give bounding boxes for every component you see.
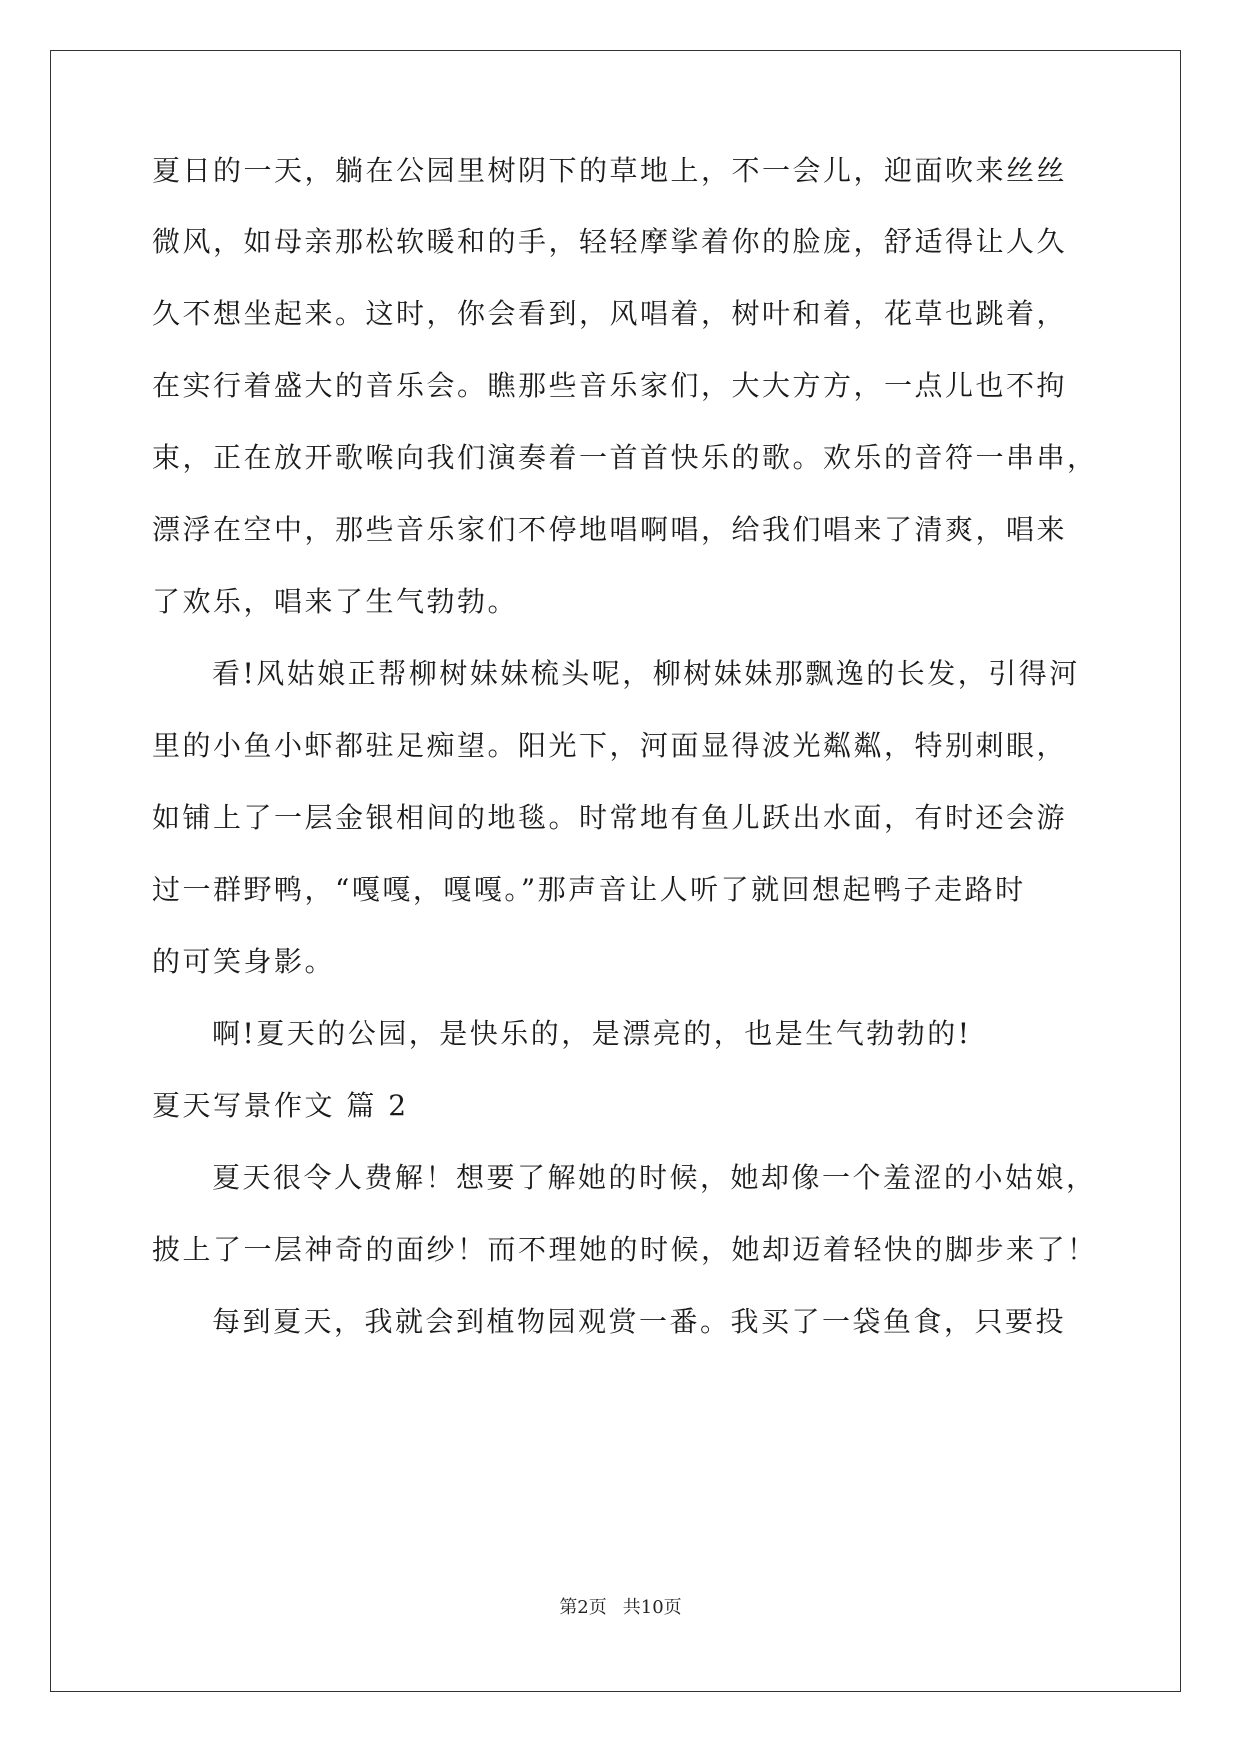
- text-line: 如铺上了一层金银相间的地毯。时常地有鱼儿跃出水面，有时还会游: [152, 801, 1068, 834]
- text-line: 啊!夏天的公园，是快乐的，是漂亮的，也是生气勃勃的!: [212, 1017, 972, 1050]
- text-line: 束，正在放开歌喉向我们演奏着一首首快乐的歌。欢乐的音符一串串，: [152, 441, 1098, 474]
- text-line: 里的小鱼小虾都驻足痴望。阳光下，河面显得波光粼粼，特别刺眼，: [152, 729, 1068, 762]
- text-line: 了欢乐，唱来了生气勃勃。: [152, 585, 519, 618]
- text-line: 披上了一层神奇的面纱！而不理她的时候，她却迈着轻快的脚步来了！: [152, 1233, 1098, 1266]
- text-line: 的可笑身影。: [152, 945, 336, 978]
- text-line: 在实行着盛大的音乐会。瞧那些音乐家们，大大方方，一点儿也不拘: [152, 369, 1068, 402]
- text-line: 漂浮在空中，那些音乐家们不停地唱啊唱，给我们唱来了清爽，唱来: [152, 513, 1068, 546]
- text-line: 夏天很令人费解！想要了解她的时候，她却像一个羞涩的小姑娘，: [212, 1161, 1097, 1194]
- text-line: 夏日的一天，躺在公园里树阴下的草地上，不一会儿，迎面吹来丝丝: [152, 154, 1068, 187]
- text-line: 看!风姑娘正帮柳树妹妹梳头呢，柳树妹妹那飘逸的长发，引得河: [212, 657, 1080, 690]
- text-line: 每到夏天，我就会到植物园观赏一番。我买了一袋鱼食，只要投: [212, 1305, 1067, 1338]
- section-heading: 夏天写景作文 篇 2: [152, 1089, 409, 1122]
- page-footer: [0, 1597, 1241, 1619]
- text-line: 久不想坐起来。这时，你会看到，风唱着，树叶和着，花草也跳着，: [152, 297, 1068, 330]
- page-total: 共10页: [622, 1597, 682, 1618]
- text-line: 过一群野鸭，“嘎嘎，嘎嘎。”那声音让人听了就回想起鸭子走路时: [152, 873, 1026, 906]
- text-line: 微风，如母亲那松软暖和的手，轻轻摩挲着你的脸庞，舒适得让人久: [152, 225, 1068, 258]
- page-number: 第2页: [559, 1597, 607, 1618]
